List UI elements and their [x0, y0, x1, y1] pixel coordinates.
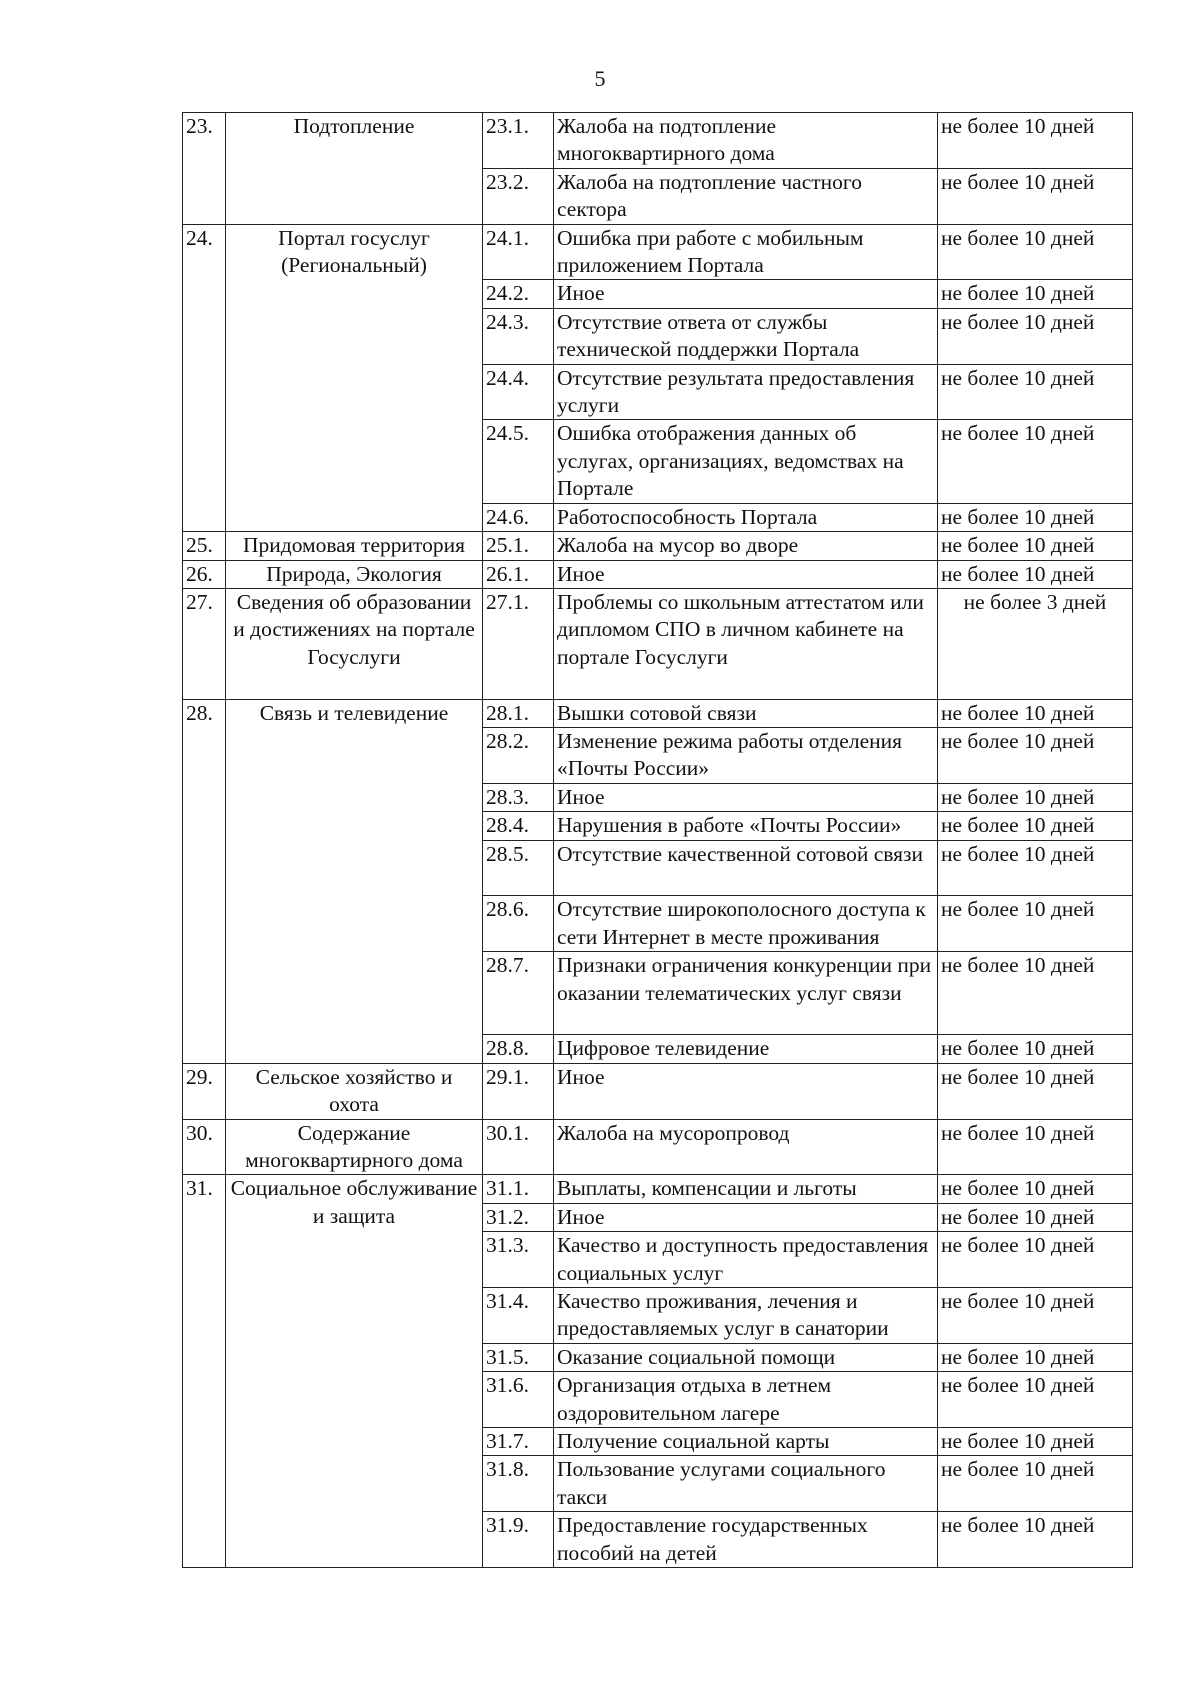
group-category: Подтопление — [226, 113, 483, 225]
item-term: не более 10 дней — [938, 1456, 1133, 1512]
group-category: Сведения об образовании и достижениях на портале Госуслуги — [226, 588, 483, 699]
item-description: Нарушения в работе «Почты России» — [554, 812, 938, 840]
item-number: 28.1. — [483, 699, 554, 727]
item-term: не более 3 дней — [938, 588, 1133, 699]
table-row — [183, 532, 1133, 560]
group-category: Придомовая территория — [226, 532, 483, 560]
group-category: Сельское хозяйство и охота — [226, 1063, 483, 1119]
item-term: не более 10 дней — [938, 1512, 1133, 1568]
table-row — [183, 1119, 1133, 1175]
item-number: 28.8. — [483, 1035, 554, 1063]
item-term: не более 10 дней — [938, 699, 1133, 727]
group-category: Содержание многоквартирного дома — [226, 1119, 483, 1175]
item-number: 30.1. — [483, 1119, 554, 1175]
item-term: не более 10 дней — [938, 896, 1133, 952]
table-row — [183, 224, 1133, 280]
item-description: Цифровое телевидение — [554, 1035, 938, 1063]
table-row — [183, 1063, 1133, 1119]
group-category: Связь и телевидение — [226, 699, 483, 1063]
item-term: не более 10 дней — [938, 224, 1133, 280]
group-number: 23. — [183, 113, 226, 225]
item-term: не более 10 дней — [938, 532, 1133, 560]
item-number: 24.6. — [483, 503, 554, 531]
item-description: Иное — [554, 280, 938, 308]
item-description: Иное — [554, 560, 938, 588]
item-number: 24.4. — [483, 364, 554, 420]
group-number: 27. — [183, 588, 226, 699]
item-term: не более 10 дней — [938, 952, 1133, 1035]
item-number: 28.3. — [483, 783, 554, 811]
item-description: Отсутствие широкополосного доступа к сети Интернет в месте проживания — [554, 896, 938, 952]
item-term: не более 10 дней — [938, 560, 1133, 588]
group-number: 25. — [183, 532, 226, 560]
item-description: Организация отдыха в летнем оздоровительном лагере — [554, 1372, 938, 1428]
table-row — [183, 560, 1133, 588]
item-description: Жалоба на мусор во дворе — [554, 532, 938, 560]
item-term: не более 10 дней — [938, 1372, 1133, 1428]
item-description: Предоставление государственных пособий на детей — [554, 1512, 938, 1568]
item-description: Вышки сотовой связи — [554, 699, 938, 727]
item-term: не более 10 дней — [938, 1343, 1133, 1371]
item-number: 24.5. — [483, 420, 554, 503]
item-term: не более 10 дней — [938, 420, 1133, 503]
item-term: не более 10 дней — [938, 1063, 1133, 1119]
item-number: 27.1. — [483, 588, 554, 699]
item-term: не более 10 дней — [938, 1035, 1133, 1063]
table-row — [183, 588, 1133, 699]
item-description: Получение социальной карты — [554, 1428, 938, 1456]
item-number: 31.2. — [483, 1203, 554, 1231]
item-number: 24.3. — [483, 308, 554, 364]
group-number: 30. — [183, 1119, 226, 1175]
item-description: Проблемы со школьным аттестатом или дипломом СПО в личном кабинете на портале Госуслуги — [554, 588, 938, 699]
item-description: Отсутствие результата предоставления услуги — [554, 364, 938, 420]
item-term: не более 10 дней — [938, 364, 1133, 420]
item-description: Качество и доступность предоставления социальных услуг — [554, 1232, 938, 1288]
item-description: Иное — [554, 1063, 938, 1119]
group-category: Портал госуслуг (Региональный) — [226, 224, 483, 531]
item-description: Иное — [554, 783, 938, 811]
item-term: не более 10 дней — [938, 1287, 1133, 1343]
item-term: не более 10 дней — [938, 113, 1133, 169]
item-number: 25.1. — [483, 532, 554, 560]
group-number: 29. — [183, 1063, 226, 1119]
item-number: 31.8. — [483, 1456, 554, 1512]
item-description: Выплаты, компенсации и льготы — [554, 1175, 938, 1203]
item-number: 31.3. — [483, 1232, 554, 1288]
item-description: Работоспособность Портала — [554, 503, 938, 531]
item-term: не более 10 дней — [938, 168, 1133, 224]
item-number: 31.7. — [483, 1428, 554, 1456]
item-term: не более 10 дней — [938, 1428, 1133, 1456]
item-number: 24.2. — [483, 280, 554, 308]
item-number: 28.6. — [483, 896, 554, 952]
item-number: 24.1. — [483, 224, 554, 280]
item-number: 28.7. — [483, 952, 554, 1035]
item-number: 23.1. — [483, 113, 554, 169]
services-table — [182, 112, 1133, 1568]
item-term: не более 10 дней — [938, 503, 1133, 531]
item-number: 28.4. — [483, 812, 554, 840]
group-category: Социальное обслуживание и защита — [226, 1175, 483, 1568]
item-description: Иное — [554, 1203, 938, 1231]
table-row — [183, 699, 1133, 727]
item-number: 28.2. — [483, 727, 554, 783]
item-description: Отсутствие ответа от службы технической поддержки Портала — [554, 308, 938, 364]
item-term: не более 10 дней — [938, 308, 1133, 364]
item-description: Качество проживания, лечения и предоставляемых услуг в санатории — [554, 1287, 938, 1343]
item-description: Ошибка отображения данных об услугах, организациях, ведомствах на Портале — [554, 420, 938, 503]
item-term: не более 10 дней — [938, 1119, 1133, 1175]
item-number: 23.2. — [483, 168, 554, 224]
item-term: не более 10 дней — [938, 783, 1133, 811]
item-term: не более 10 дней — [938, 1232, 1133, 1288]
item-number: 28.5. — [483, 840, 554, 896]
group-number: 31. — [183, 1175, 226, 1568]
item-term: не более 10 дней — [938, 812, 1133, 840]
item-number: 29.1. — [483, 1063, 554, 1119]
group-number: 26. — [183, 560, 226, 588]
item-term: не более 10 дней — [938, 1175, 1133, 1203]
item-term: не более 10 дней — [938, 840, 1133, 896]
item-description: Жалоба на подтопление частного сектора — [554, 168, 938, 224]
item-number: 31.6. — [483, 1372, 554, 1428]
table-row — [183, 113, 1133, 169]
item-description: Пользование услугами социального такси — [554, 1456, 938, 1512]
item-description: Жалоба на мусоропровод — [554, 1119, 938, 1175]
item-description: Изменение режима работы отделения «Почты России» — [554, 727, 938, 783]
item-number: 31.5. — [483, 1343, 554, 1371]
item-description: Оказание социальной помощи — [554, 1343, 938, 1371]
item-term: не более 10 дней — [938, 727, 1133, 783]
item-number: 31.1. — [483, 1175, 554, 1203]
group-number: 24. — [183, 224, 226, 531]
item-description: Жалоба на подтопление многоквартирного дома — [554, 113, 938, 169]
item-description: Признаки ограничения конкуренции при оказании телематических услуг связи — [554, 952, 938, 1035]
item-number: 31.4. — [483, 1287, 554, 1343]
page-number: 5 — [594, 66, 606, 91]
item-term: не более 10 дней — [938, 1203, 1133, 1231]
group-number: 28. — [183, 699, 226, 1063]
item-term: не более 10 дней — [938, 280, 1133, 308]
group-category: Природа, Экология — [226, 560, 483, 588]
item-description: Ошибка при работе с мобильным приложением Портала — [554, 224, 938, 280]
table-body — [183, 113, 1133, 1568]
item-description: Отсутствие качественной сотовой связи — [554, 840, 938, 896]
item-number: 26.1. — [483, 560, 554, 588]
item-number: 31.9. — [483, 1512, 554, 1568]
table-row — [183, 1175, 1133, 1203]
